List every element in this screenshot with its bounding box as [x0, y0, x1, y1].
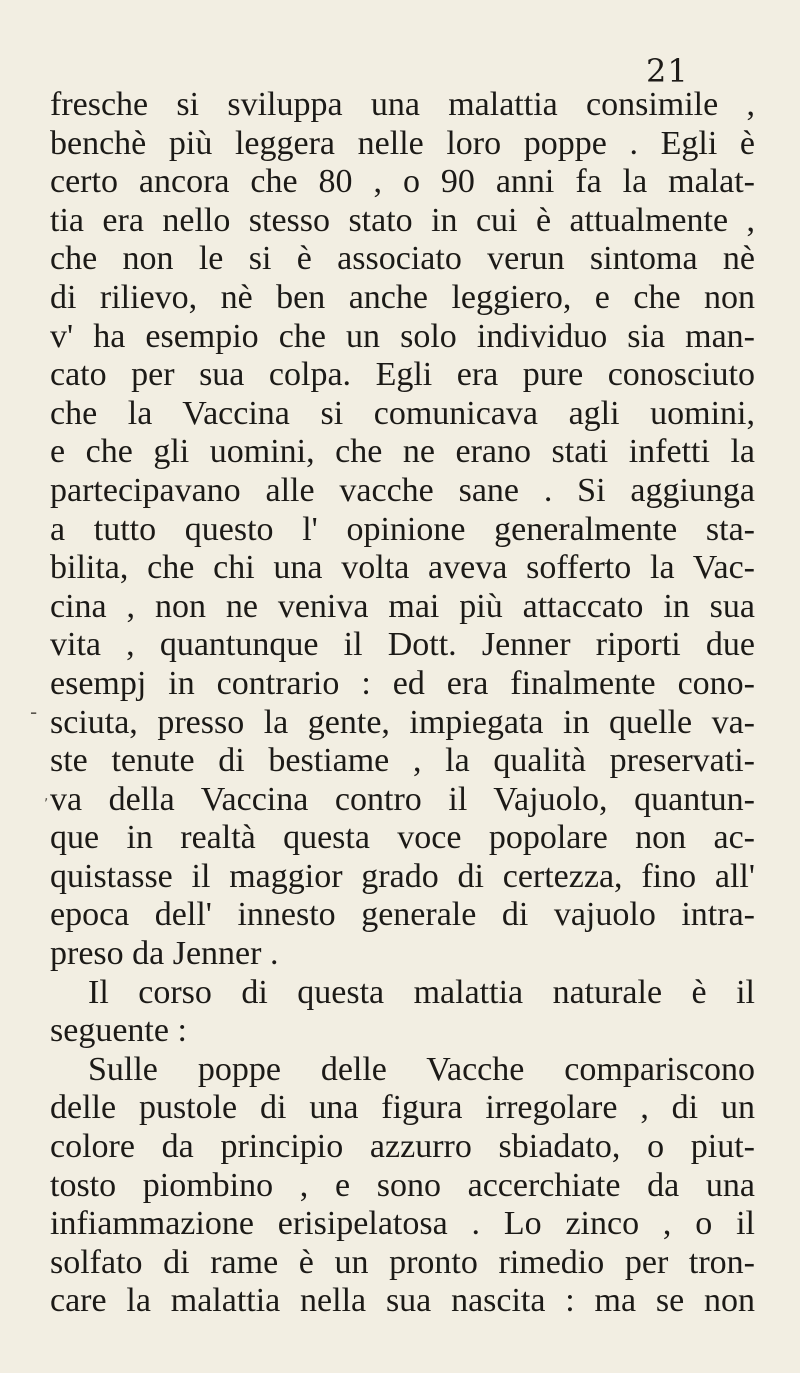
text-line: che non le si è associato verun sintoma nè: [50, 240, 755, 278]
body-text: [50, 86, 755, 1321]
text-line: preso da Jenner .: [50, 935, 279, 973]
text-line: di rilievo, nè ben anche leggiero, e che non: [50, 278, 755, 316]
text-line: esempj in contrario : ed era finalmente cono-: [50, 664, 755, 702]
text-line: infiammazione erisipelatosa . Lo zinco , o il: [50, 1205, 755, 1243]
text-line: solfato di rame è un pronto rimedio per tron-: [50, 1243, 755, 1281]
text-line: a tutto questo l' opinione generalmente sta-: [50, 510, 755, 548]
page-number: 21: [646, 52, 689, 90]
text-line: seguente :: [50, 1012, 187, 1050]
text-line: sciuta, presso la gente, impiegata in quelle va-: [50, 703, 755, 741]
text-line: fresche si sviluppa una malattia consimile ,: [50, 86, 755, 123]
text-line: v' ha esempio che un solo individuo sia man-: [50, 317, 755, 355]
text-line: benchè più leggera nelle loro poppe . Egli è: [50, 124, 755, 162]
margin-mark: ,: [44, 788, 49, 804]
text-line: che la Vaccina si comunicava agli uomini,: [50, 394, 755, 432]
text-line: Sulle poppe delle Vacche compariscono: [88, 1050, 755, 1088]
text-line: bilita, che chi una volta aveva sofferto la Vac-: [50, 549, 755, 587]
text-line: cato per sua colpa. Egli era pure conosciuto: [50, 356, 755, 394]
text-line: que in realtà questa voce popolare non ac-: [50, 819, 755, 857]
text-line: quistasse il maggior grado di certezza, fino all': [50, 857, 755, 895]
text-line: certo ancora che 80 , o 90 anni fa la malat-: [50, 163, 755, 201]
text-line: vita , quantunque il Dott. Jenner riporti due: [50, 626, 755, 664]
text-line: tia era nello stesso stato in cui è attualmente ,: [50, 201, 755, 239]
text-line: va della Vaccina contro il Vajuolo, quantun-: [50, 780, 755, 818]
text-line: cina , non ne veniva mai più attaccato in sua: [50, 587, 755, 625]
text-line: Il corso di questa malattia naturale è il: [88, 973, 755, 1011]
text-line: e che gli uomini, che ne erano stati infetti la: [50, 433, 755, 471]
text-line: delle pustole di una figura irregolare , di un: [50, 1089, 755, 1127]
text-line: ste tenute di bestiame , la qualità preservati-: [50, 742, 755, 780]
text-line: care la malattia nella sua nascita : ma se non: [50, 1282, 755, 1320]
text-line: tosto piombino , e sono accerchiate da una: [50, 1166, 755, 1204]
text-line: partecipavano alle vacche sane . Si aggiunga: [50, 471, 755, 509]
text-line: epoca dell' innesto generale di vajuolo intra-: [50, 896, 755, 934]
margin-mark: -: [30, 700, 38, 724]
text-line: colore da principio azzurro sbiadato, o piut-: [50, 1128, 755, 1166]
